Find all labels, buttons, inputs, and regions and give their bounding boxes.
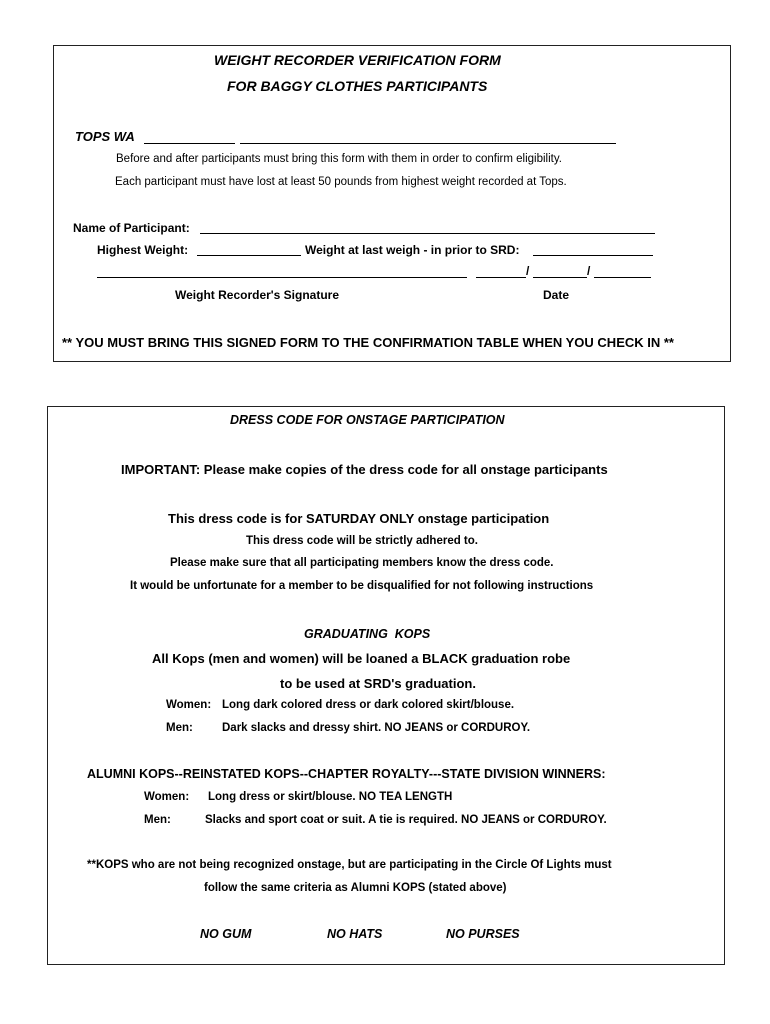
alumni-men-text: Slacks and sport coat or suit. A tie is required. NO JEANS or CORDUROY. bbox=[205, 814, 607, 826]
no-hats-rule: NO HATS bbox=[327, 927, 383, 941]
strict-notice: This dress code will be strictly adhered to. bbox=[246, 535, 478, 547]
tops-number-field[interactable] bbox=[144, 143, 235, 144]
alumni-women-label: Women: bbox=[144, 791, 190, 803]
important-notice: IMPORTANT: Please make copies of the dress code for all onstage participants bbox=[121, 462, 608, 477]
circle-of-lights-line-2: follow the same criteria as Alumni KOPS (stated above) bbox=[204, 882, 507, 894]
tops-wa-label: TOPS WA bbox=[75, 129, 135, 144]
signature-field[interactable] bbox=[97, 277, 467, 278]
alumni-men-label: Men: bbox=[144, 814, 171, 826]
instruction-line-1: Before and after participants must bring this form with them in order to confirm eligibility. bbox=[116, 153, 562, 165]
graduation-robe-line-1: All Kops (men and women) will be loaned a BLACK graduation robe bbox=[152, 651, 571, 666]
last-weigh-field[interactable] bbox=[533, 255, 653, 256]
signature-caption: Weight Recorder's Signature bbox=[175, 288, 339, 302]
date-year-field[interactable] bbox=[594, 277, 651, 278]
graduating-kops-heading: GRADUATING KOPS bbox=[304, 627, 431, 641]
date-day-field[interactable] bbox=[533, 277, 587, 278]
highest-weight-field[interactable] bbox=[197, 255, 301, 256]
grad-women-label: Women: bbox=[166, 699, 212, 711]
know-notice: Please make sure that all participating members know the dress code. bbox=[170, 557, 554, 569]
form-subtitle: FOR BAGGY CLOTHES PARTICIPANTS bbox=[227, 78, 488, 94]
alumni-women-text: Long dress or skirt/blouse. NO TEA LENGTH bbox=[208, 791, 453, 803]
must-bring-notice: ** YOU MUST BRING THIS SIGNED FORM TO THE CONFIRMATION TABLE WHEN YOU CHECK IN ** bbox=[62, 335, 674, 350]
form-title: WEIGHT RECORDER VERIFICATION FORM bbox=[214, 52, 501, 68]
participant-name-label: Name of Participant: bbox=[73, 221, 190, 235]
tops-name-field[interactable] bbox=[240, 143, 616, 144]
alumni-kops-heading: ALUMNI KOPS--REINSTATED KOPS--CHAPTER ROYALTY---STATE DIVISION WINNERS: bbox=[87, 767, 606, 781]
no-gum-rule: NO GUM bbox=[200, 927, 252, 941]
disqualified-notice: It would be unfortunate for a member to be disqualified for not following instructions bbox=[130, 580, 594, 592]
graduation-robe-line-2: to be used at SRD's graduation. bbox=[280, 676, 476, 691]
last-weigh-label: Weight at last weigh - in prior to SRD: bbox=[305, 243, 520, 257]
grad-men-text: Dark slacks and dressy shirt. NO JEANS or CORDUROY. bbox=[222, 722, 531, 734]
participant-name-field[interactable] bbox=[200, 233, 655, 234]
grad-men-label: Men: bbox=[166, 722, 193, 734]
no-purses-rule: NO PURSES bbox=[446, 927, 520, 941]
date-slash: / bbox=[526, 264, 530, 278]
date-caption: Date bbox=[543, 288, 570, 302]
saturday-notice: This dress code is for SATURDAY ONLY onstage participation bbox=[168, 511, 550, 526]
date-slash: / bbox=[587, 264, 591, 278]
date-month-field[interactable] bbox=[476, 277, 526, 278]
highest-weight-label: Highest Weight: bbox=[97, 243, 189, 257]
grad-women-text: Long dark colored dress or dark colored skirt/blouse. bbox=[222, 699, 515, 711]
dress-code-title: DRESS CODE FOR ONSTAGE PARTICIPATION bbox=[230, 413, 505, 427]
circle-of-lights-line-1: **KOPS who are not being recognized onstage, but are participating in the Circle Of Lights must bbox=[87, 859, 612, 871]
instruction-line-2: Each participant must have lost at least 50 pounds from highest weight recorded at Tops. bbox=[115, 176, 567, 188]
